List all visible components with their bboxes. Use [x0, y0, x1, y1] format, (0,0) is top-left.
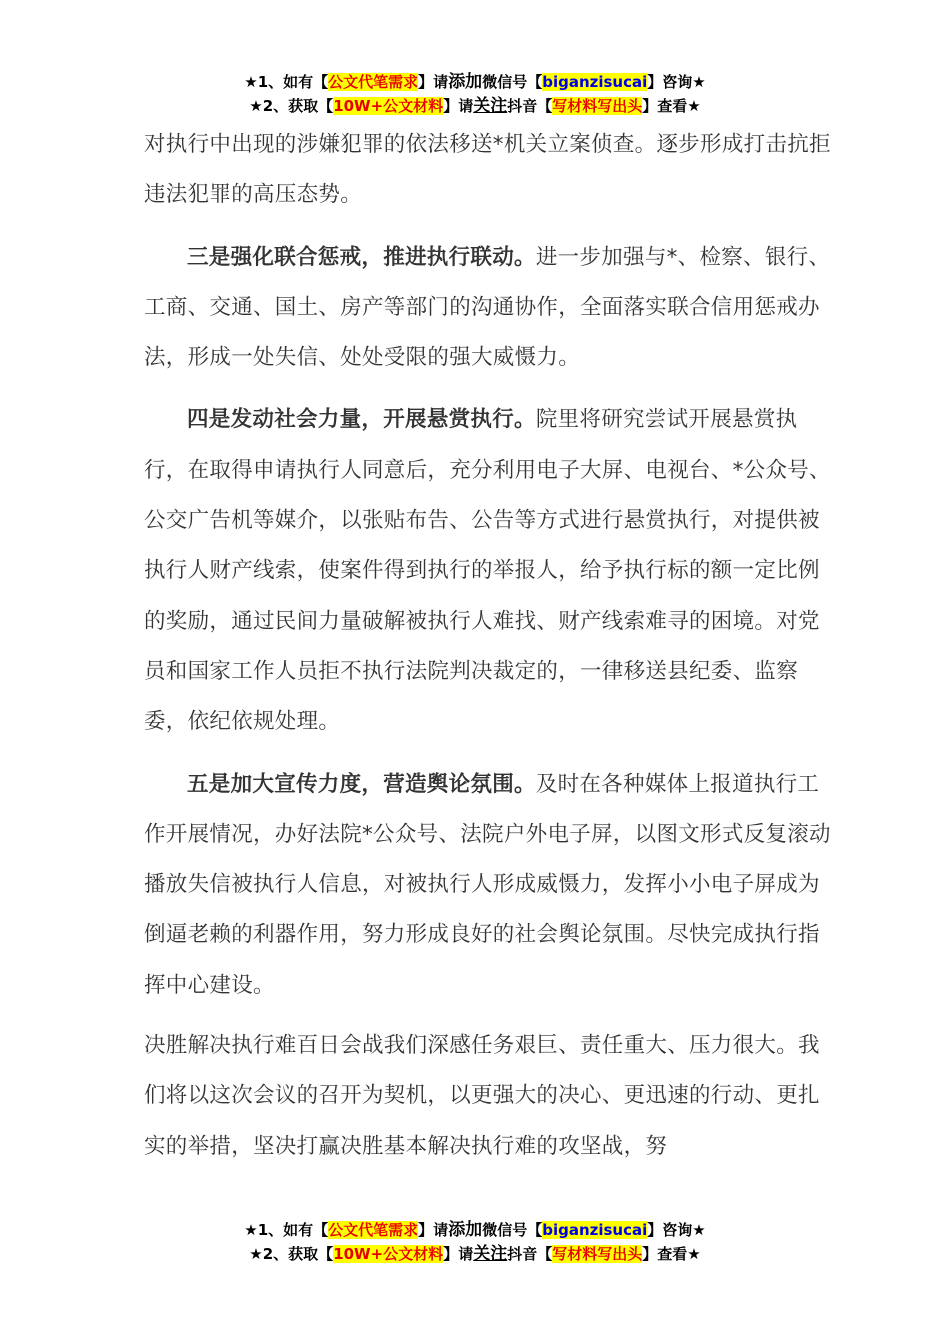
paragraph-2 [144, 233, 834, 384]
banner-text: 】请 [418, 73, 449, 91]
banner-text: 抖音【 [507, 97, 553, 115]
footer-banner [0, 1218, 950, 1266]
highlight-douyin: 写材料写出头 [552, 1245, 643, 1263]
banner-line-1 [0, 70, 950, 94]
paragraph-3 [144, 395, 834, 747]
paragraph-text: 进一步加强与*、检察、银行、工商、交通、国土、房产等部门的沟通协作，全面落实联合信用惩戒办法，形成一处失信、处处受限的强大威慑力。 [144, 244, 831, 371]
banner-emphasis: 关注 [473, 96, 508, 116]
banner-line-1 [0, 1218, 950, 1242]
banner-emphasis: 添加 [448, 1220, 483, 1240]
banner-text: 微信号【 [482, 73, 543, 91]
banner-text: 抖音【 [507, 1245, 553, 1263]
paragraph-text: 院里将研究尝试开展悬赏执行，在取得申请执行人同意后，充分利用电子大屏、电视台、*公众号、公交广告机等媒介，以张贴布告、公告等方式进行悬赏执行，对提供被执行人财产线索，使案件得到执行的举报人，给予执行标的额一定比例的奖励，通过民间力量破解被执行人难找、财产线索难寻的困境。对党员和国家工作人员拒不执行法院判决裁定的，一律移送县纪委、监察委，依纪依规处理。 [144, 407, 831, 735]
highlight-materials: 10W+公文材料 [333, 1245, 444, 1263]
highlight-service: 公文代笔需求 [328, 1221, 419, 1239]
highlight-wechat-id: biganzisucai [542, 73, 648, 91]
banner-text: ★1、如有【 [244, 1221, 329, 1239]
paragraph-5: 决胜解决执行难百日会战我们深感任务艰巨、责任重大、压力很大。我们将以这次会议的召开为契机，以更强大的决心、更迅速的行动、更扎实的举措，坚决打赢决胜基本解决执行难的攻坚战，努 [144, 1033, 820, 1159]
header-banner [0, 70, 950, 118]
banner-text: 】请 [443, 97, 474, 115]
banner-line-2 [0, 1242, 950, 1266]
paragraph-text: 及时在各种媒体上报道执行工作开展情况，办好法院*公众号、法院户外电子屏，以图文形式反复滚动播放失信被执行人信息，对被执行人形成威慑力，发挥小小电子屏成为倒逼老赖的利器作用，努力形成良好的社会舆论氛围。尽快完成执行指挥中心建设。 [144, 771, 831, 998]
document-body [144, 120, 834, 1172]
banner-text: 】请 [443, 1245, 474, 1263]
banner-text: ★2、获取【 [249, 97, 334, 115]
highlight-douyin: 写材料写出头 [552, 97, 643, 115]
banner-line-2 [0, 94, 950, 118]
paragraph-heading: 四是发动社会力量，开展悬赏执行。 [187, 407, 536, 433]
banner-text: 】查看★ [642, 97, 701, 115]
paragraph-heading: 三是强化联合惩戒，推进执行联动。 [187, 244, 536, 270]
highlight-wechat-id: biganzisucai [542, 1221, 648, 1239]
paragraph-1: 对执行中出现的涉嫌犯罪的依法移送*机关立案侦查。逐步形成打击抗拒违法犯罪的高压态势。 [144, 132, 831, 208]
paragraph-heading: 五是加大宣传力度，营造舆论氛围。 [187, 771, 536, 797]
banner-emphasis: 添加 [448, 72, 483, 92]
highlight-materials: 10W+公文材料 [333, 97, 444, 115]
banner-text: 】查看★ [642, 1245, 701, 1263]
banner-text: 】咨询★ [647, 1221, 706, 1239]
banner-emphasis: 关注 [473, 1244, 508, 1264]
banner-text: ★2、获取【 [249, 1245, 334, 1263]
banner-text: 】咨询★ [647, 73, 706, 91]
banner-text: 微信号【 [482, 1221, 543, 1239]
paragraph-4 [144, 760, 834, 1011]
banner-text: 】请 [418, 1221, 449, 1239]
highlight-service: 公文代笔需求 [328, 73, 419, 91]
banner-text: ★1、如有【 [244, 73, 329, 91]
